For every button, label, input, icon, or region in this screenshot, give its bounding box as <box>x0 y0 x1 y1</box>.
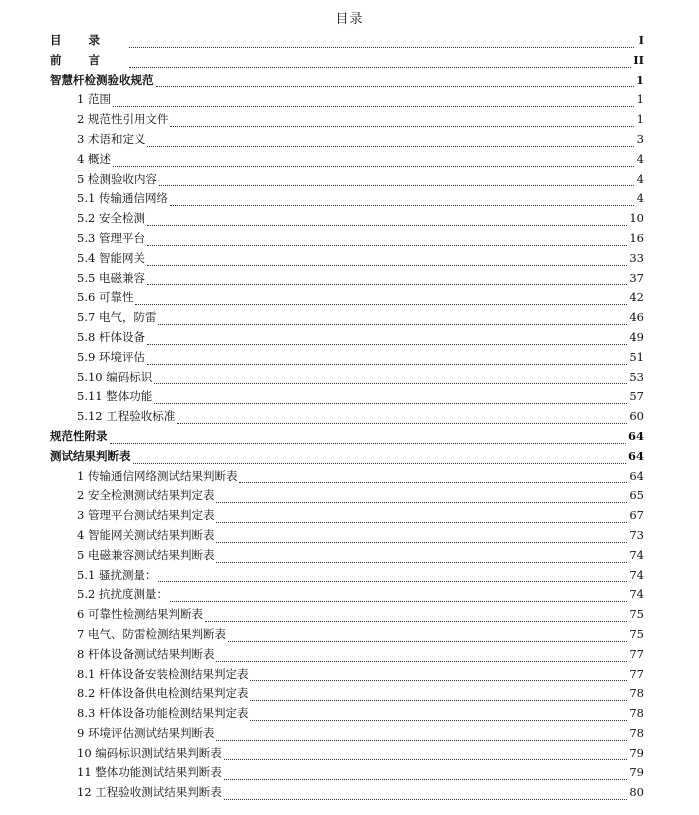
toc-entry[interactable] <box>50 724 644 744</box>
toc-entry-page: 33 <box>629 250 644 265</box>
dot-leader <box>133 449 626 464</box>
toc-entry[interactable] <box>50 546 644 566</box>
toc-entry-label: 5.2 安全检测 <box>77 209 146 229</box>
toc-entry-label: 5.11 整体功能 <box>77 387 153 407</box>
toc-entry-label: 6 可靠性检测结果判断表 <box>77 605 204 625</box>
toc-entry[interactable] <box>50 368 644 388</box>
toc-entry-page: 42 <box>629 290 644 305</box>
dot-leader <box>147 231 627 246</box>
toc-entry-label: 前言 <box>50 51 128 71</box>
dot-leader <box>156 72 634 87</box>
toc-entry-label: 目录 <box>50 31 128 51</box>
dot-leader <box>147 251 627 266</box>
toc-entry-label: 5.4 智能网关 <box>77 249 146 269</box>
dot-leader <box>177 409 627 424</box>
toc-entry-label: 智慧杆检测验收规范 <box>50 71 155 91</box>
toc-entry[interactable] <box>50 170 644 190</box>
toc-entry-label: 5.9 环境评估 <box>77 348 146 368</box>
dot-leader <box>224 765 628 780</box>
dot-leader <box>216 528 627 543</box>
toc-entry-label: 10 编码标识测试结果判断表 <box>77 744 223 764</box>
dot-leader <box>147 132 634 147</box>
dot-leader <box>147 270 627 285</box>
dot-leader <box>147 211 627 226</box>
toc-entry-label: 1 传输通信网络测试结果判断表 <box>77 467 238 487</box>
toc-entry-label: 8.2 杆体设备供电检测结果判定表 <box>77 684 249 704</box>
toc-entry-page: 16 <box>629 230 644 245</box>
toc-entry[interactable] <box>50 783 644 803</box>
toc-entry-label: 2 规范性引用文件 <box>77 110 169 130</box>
toc-entry[interactable] <box>50 269 644 289</box>
toc-entry[interactable] <box>50 625 644 645</box>
toc-entry-label: 11 整体功能测试结果判断表 <box>77 763 223 783</box>
dot-leader <box>154 369 627 384</box>
toc-entry-page: I <box>638 33 644 47</box>
toc-entry[interactable] <box>50 704 644 724</box>
toc-entry[interactable] <box>50 585 644 605</box>
toc-entry-label: 8.3 杆体设备功能检测结果判定表 <box>77 704 249 724</box>
dot-leader <box>129 33 634 48</box>
dot-leader <box>158 567 627 582</box>
dot-leader <box>158 310 627 325</box>
toc-entry-label: 规范性附录 <box>50 427 109 447</box>
toc-entry-label: 8.1 杆体设备安装检测结果判定表 <box>77 665 249 685</box>
toc-entry[interactable] <box>50 209 644 229</box>
dot-leader <box>216 647 627 662</box>
dot-leader <box>216 488 627 503</box>
toc-entry-page: 74 <box>629 587 644 602</box>
toc-entry-label: 5.10 编码标识 <box>77 368 153 388</box>
toc-entry[interactable] <box>50 189 644 209</box>
toc-entry-label: 4 概述 <box>77 150 112 170</box>
dot-leader <box>216 508 627 523</box>
dot-leader <box>113 92 634 107</box>
toc-entry[interactable] <box>50 51 644 71</box>
toc-entry-label: 4 智能网关测试结果判断表 <box>77 526 215 546</box>
toc-entry-label: 测试结果判断表 <box>50 447 132 467</box>
toc-entry-label: 5.3 管理平台 <box>77 229 146 249</box>
toc-entry-page: 1 <box>636 92 644 107</box>
dot-leader <box>250 686 627 701</box>
toc-entry-page: 79 <box>629 765 644 780</box>
dot-leader <box>170 112 634 127</box>
toc-entry-page: 77 <box>629 646 644 661</box>
toc-entry[interactable] <box>50 645 644 665</box>
dot-leader <box>154 389 627 404</box>
toc-entry-page: 67 <box>629 508 644 523</box>
toc-entry[interactable] <box>50 506 644 526</box>
toc-entry[interactable] <box>50 31 644 51</box>
toc-entry-page: 4 <box>636 151 644 166</box>
toc-entry-page: 74 <box>629 567 644 582</box>
toc-entry[interactable] <box>50 71 644 91</box>
toc-entry-label: 5.1 传输通信网络 <box>77 189 169 209</box>
dot-leader <box>224 745 628 760</box>
toc-entry[interactable] <box>50 486 644 506</box>
toc-entry-page: 74 <box>629 547 644 562</box>
toc-entry[interactable] <box>50 467 644 487</box>
toc-entry-page: 51 <box>629 349 644 364</box>
toc-entry-page: 49 <box>629 329 644 344</box>
toc-entry-label: 5.1 骚扰测量： <box>77 566 157 586</box>
toc-entry-label: 5.8 杆体设备 <box>77 328 146 348</box>
toc-entry-page: 78 <box>629 686 644 701</box>
toc-entry-label: 5.6 可靠性 <box>77 288 134 308</box>
toc-entry[interactable] <box>50 288 644 308</box>
dot-leader <box>147 350 627 365</box>
toc-entry-page: 60 <box>629 409 644 424</box>
toc-entry[interactable] <box>50 566 644 586</box>
toc-entry[interactable] <box>50 90 644 110</box>
toc-entry-page: 10 <box>629 211 644 226</box>
toc-entry[interactable] <box>50 150 644 170</box>
toc-entry-page: 78 <box>629 725 644 740</box>
toc-entry[interactable] <box>50 308 644 328</box>
toc-entry-page: 1 <box>635 72 644 87</box>
dot-leader <box>216 726 627 741</box>
dot-leader <box>250 706 627 721</box>
dot-leader <box>170 191 634 206</box>
dot-leader <box>110 429 626 444</box>
toc-entry-page: 65 <box>629 488 644 503</box>
table-of-contents <box>50 31 644 803</box>
toc-entry-page: 73 <box>629 527 644 542</box>
toc-entry-page: 37 <box>629 270 644 285</box>
toc-entry[interactable] <box>50 130 644 150</box>
toc-entry[interactable] <box>50 605 644 625</box>
toc-entry-label: 5 检测验收内容 <box>77 170 158 190</box>
toc-entry-page: II <box>633 52 644 67</box>
toc-entry-page: 46 <box>629 310 644 325</box>
toc-entry-page: 75 <box>629 607 644 622</box>
dot-leader <box>205 607 627 622</box>
dot-leader <box>228 627 627 642</box>
toc-entry-page: 3 <box>636 131 644 146</box>
dot-leader <box>216 548 627 563</box>
toc-entry[interactable] <box>50 744 644 764</box>
toc-entry[interactable] <box>50 684 644 704</box>
toc-entry-label: 5.2 抗扰度测量： <box>77 585 169 605</box>
toc-entry[interactable] <box>50 407 644 427</box>
toc-entry-label: 3 术语和定义 <box>77 130 146 150</box>
toc-entry-page: 77 <box>629 666 644 681</box>
toc-entry-label: 5.7 电气，防雷 <box>77 308 157 328</box>
toc-entry-page: 4 <box>636 191 644 206</box>
dot-leader <box>224 785 628 800</box>
toc-entry-label: 5 电磁兼容测试结果判断表 <box>77 546 215 566</box>
toc-entry-page: 57 <box>629 389 644 404</box>
toc-entry[interactable] <box>50 526 644 546</box>
toc-entry[interactable] <box>50 447 644 467</box>
toc-entry-page: 4 <box>636 171 644 186</box>
toc-entry-label: 5.12 工程验收标准 <box>77 407 176 427</box>
toc-entry[interactable] <box>50 427 644 447</box>
toc-entry-page: 64 <box>627 428 644 443</box>
toc-entry-page: 53 <box>629 369 644 384</box>
toc-entry-label: 12 工程验收测试结果判断表 <box>77 783 223 803</box>
dot-leader <box>147 330 627 345</box>
page-title: 目录 <box>335 12 364 27</box>
toc-entry-label: 8 杆体设备测试结果判断表 <box>77 645 215 665</box>
dot-leader <box>129 53 631 68</box>
toc-entry[interactable] <box>50 387 644 407</box>
dot-leader <box>239 468 627 483</box>
dot-leader <box>159 171 634 186</box>
toc-entry-label: 3 管理平台测试结果判定表 <box>77 506 215 526</box>
toc-entry-label: 5.5 电磁兼容 <box>77 269 146 289</box>
toc-entry-page: 80 <box>629 785 644 800</box>
toc-entry-page: 75 <box>629 626 644 641</box>
dot-leader <box>170 587 627 602</box>
toc-entry[interactable] <box>50 763 644 783</box>
toc-entry-label: 9 环境评估测试结果判断表 <box>77 724 215 744</box>
toc-entry-label: 1 范围 <box>77 90 112 110</box>
toc-entry-label: 2 安全检测测试结果判定表 <box>77 486 215 506</box>
toc-entry[interactable] <box>50 665 644 685</box>
toc-entry-page: 78 <box>629 706 644 721</box>
dot-leader <box>250 666 627 681</box>
toc-entry[interactable] <box>50 249 644 269</box>
toc-entry-label: 7 电气、防雷检测结果判断表 <box>77 625 227 645</box>
toc-entry-page: 64 <box>629 468 644 483</box>
dot-leader <box>135 290 627 305</box>
toc-entry[interactable] <box>50 348 644 368</box>
toc-entry[interactable] <box>50 229 644 249</box>
dot-leader <box>113 152 634 167</box>
toc-entry-page: 1 <box>636 112 644 127</box>
toc-entry[interactable] <box>50 110 644 130</box>
toc-entry-page: 79 <box>629 745 644 760</box>
toc-entry[interactable] <box>50 328 644 348</box>
toc-entry-page: 64 <box>627 448 644 463</box>
